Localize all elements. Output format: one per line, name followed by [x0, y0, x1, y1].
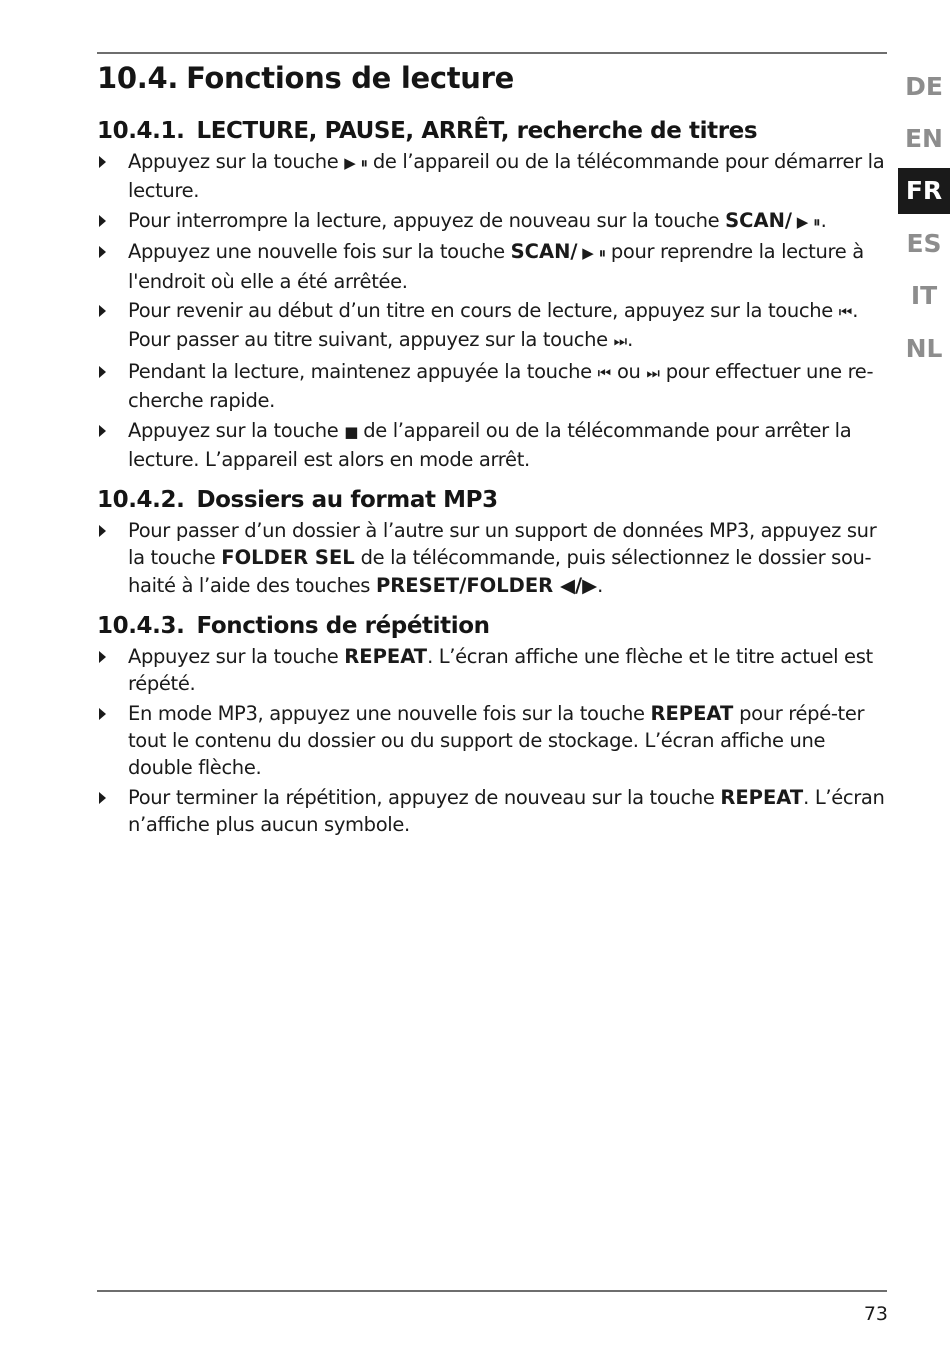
list-item: Pour terminer la répétition, appuyez de nouveau sur la touche REPEAT. L’écran n’affiche plus aucun symbole. — [97, 784, 887, 838]
section-title: 10.4.2. Dossiers au format MP3 — [97, 487, 498, 514]
lang-tab-nl[interactable]: NL — [905, 334, 943, 363]
bottom-rule — [97, 1290, 887, 1292]
list-item: Appuyez sur la touche ■ de l’appareil ou de la télécommande pour arrêter la lecture. L’appareil est alors en mode arrêt. — [97, 417, 887, 473]
lang-tab-en[interactable]: EN — [904, 124, 943, 153]
list-item: Appuyez sur la touche ▶ ⏸ de l’appareil ou de la télécommande pour démarrer la lecture. — [97, 148, 887, 204]
stop-icon: ■ — [344, 422, 364, 441]
top-rule — [97, 52, 887, 54]
list-item: Pour revenir au début d’un titre en cours de lecture, appuyez sur la touche ⏮. Pour passer au titre suivant, appuyez sur la touche ⏭. — [97, 297, 887, 355]
list-item: En mode MP3, appuyez une nouvelle fois sur la touche REPEAT pour répé-ter tout le contenu du dossier ou du support de stockage. L’écran affiche une double flèche. — [97, 700, 887, 782]
lang-tab-de[interactable]: DE — [905, 72, 943, 101]
section-dossiers-mp3 — [97, 485, 887, 599]
section-repetition — [97, 611, 887, 838]
play-pause-icon: ▶ ⏸ — [344, 154, 373, 172]
page-title: 10.4. Fonctions de lecture — [97, 61, 515, 95]
section-title: 10.4.1. LECTURE, PAUSE, ARRÊT, recherche de titres — [97, 118, 758, 144]
list-item: Appuyez sur la touche REPEAT. L’écran affiche une flèche et le titre actuel est répété. — [97, 643, 887, 697]
lang-tab-fr[interactable]: FR — [898, 168, 950, 214]
section-lecture — [97, 116, 887, 473]
section-title: 10.4.3. Fonctions de répétition — [97, 612, 490, 639]
skip-forward-icon: ⏭ — [646, 363, 660, 382]
play-pause-icon: ▶ ⏸ — [792, 212, 821, 231]
lang-tab-it[interactable]: IT — [910, 281, 938, 310]
list-item: Appuyez une nouvelle fois sur la touche SCAN/ ▶ ⏸ pour reprendre la lecture à l'endroit où elle a été arrêtée. — [97, 238, 887, 294]
bullet-list — [97, 148, 887, 473]
page-number: 73 — [863, 1303, 888, 1325]
bullet-list — [97, 517, 887, 599]
skip-back-icon: ⏮ — [597, 363, 612, 382]
bullet-list — [97, 643, 887, 838]
list-item: Pendant la lecture, maintenez appuyée la touche ⏮ ou ⏭ pour effectuer une re-cherche rapide. — [97, 358, 887, 414]
skip-back-icon: ⏮ — [838, 303, 853, 322]
play-pause-icon: ▶ ⏸ — [577, 244, 611, 263]
lang-tab-es[interactable]: ES — [906, 229, 942, 258]
list-item: Pour interrompre la lecture, appuyez de nouveau sur la touche SCAN/ ▶ ⏸. — [97, 207, 887, 236]
page-content — [97, 60, 887, 840]
skip-forward-icon: ⏭ — [613, 332, 628, 351]
list-item: Pour passer d’un dossier à l’autre sur un support de données MP3, appuyez sur la touche FOLDER SEL de la télécommande, puis sélectionnez le dossier sou-haité à l’aide des touches PRESET/FOLDER ◀/▶. — [97, 517, 887, 599]
